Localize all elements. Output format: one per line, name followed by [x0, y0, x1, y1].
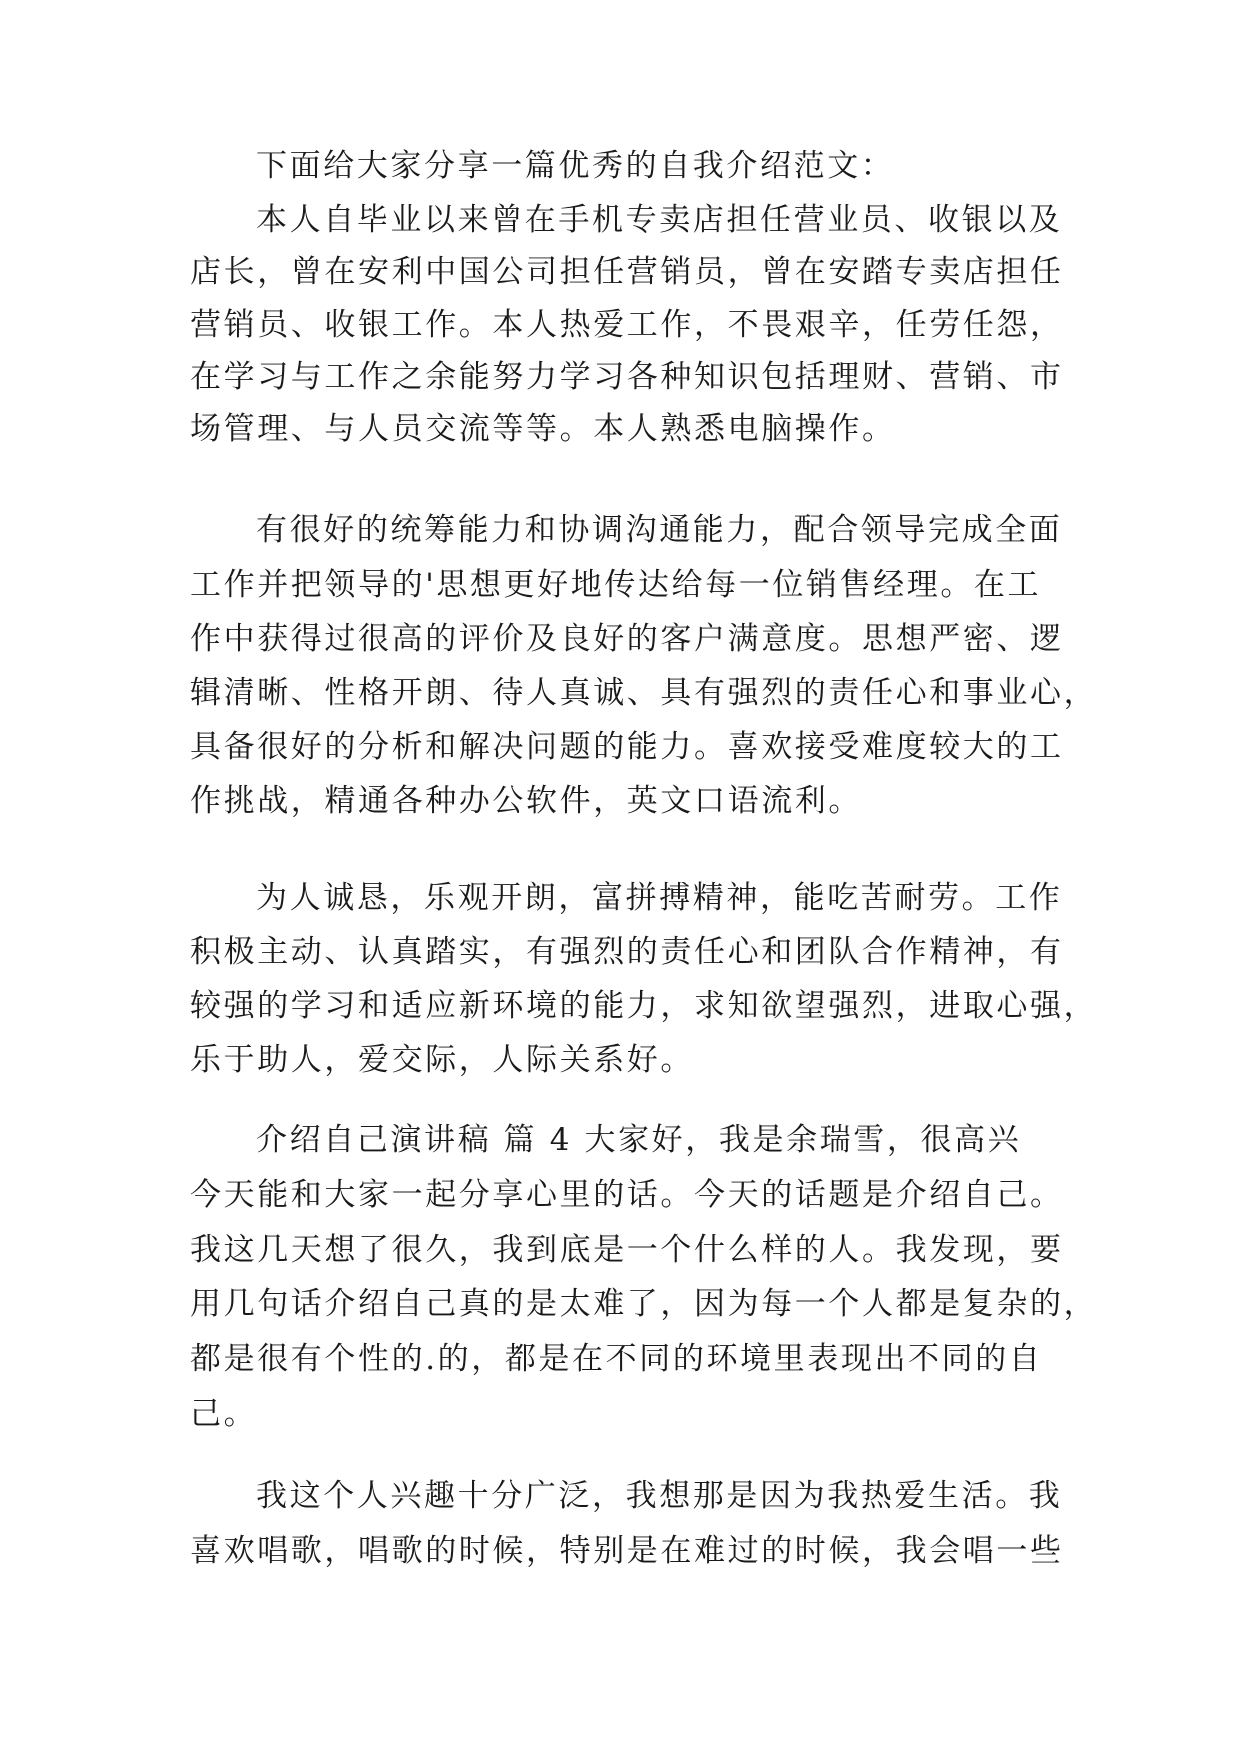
paragraph-line: 为人诚恳，乐观开朗，富拼搏精神，能吃苦耐劳。工作: [256, 880, 1063, 916]
paragraph-line: 介绍自己演讲稿 篇 4 大家好，我是余瑞雪，很高兴: [256, 1122, 1022, 1158]
paragraph-line: 己。: [190, 1396, 258, 1432]
paragraph-line: 有很好的统筹能力和协调沟通能力，配合领导完成全面: [256, 512, 1063, 548]
paragraph-line: 店长，曾在安利中国公司担任营销员，曾在安踏专卖店担任: [190, 254, 1064, 290]
paragraph-line: 作挑战，精通各种办公软件，英文口语流利。: [190, 783, 862, 819]
paragraph-line: 营销员、收银工作。本人热爱工作，不畏艰辛，任劳任怨，: [190, 307, 1064, 343]
paragraph-line: 喜欢唱歌，唱歌的时候，特别是在难过的时候，我会唱一些: [190, 1533, 1064, 1569]
paragraph-line: 乐于助人，爱交际，人际关系好。: [190, 1042, 694, 1078]
paragraph-line: 都是很有个性的.的，都是在不同的环境里表现出不同的自: [190, 1341, 1043, 1377]
paragraph-line: 用几句话介绍自己真的是太难了，因为每一个人都是复杂的，: [190, 1286, 1098, 1322]
paragraph-line: 作中获得过很高的评价及良好的客户满意度。思想严密、逻: [190, 621, 1064, 657]
paragraph-line: 本人自毕业以来曾在手机专卖店担任营业员、收银以及: [256, 202, 1063, 238]
paragraph-line: 积极主动、认真踏实，有强烈的责任心和团队合作精神，有: [190, 934, 1064, 970]
paragraph-line: 我这几天想了很久，我到底是一个什么样的人。我发现，要: [190, 1232, 1064, 1268]
paragraph-line: 在学习与工作之余能努力学习各种知识包括理财、营销、市: [190, 359, 1064, 395]
paragraph-line: 具备很好的分析和解决问题的能力。喜欢接受难度较大的工: [190, 729, 1064, 765]
paragraph-line: 辑清晰、性格开朗、待人真诚、具有强烈的责任心和事业心，: [190, 675, 1098, 711]
paragraph-line: 下面给大家分享一篇优秀的自我介绍范文：: [256, 148, 895, 184]
paragraph-line: 工作并把领导的'思想更好地传达给每一位销售经理。在工: [190, 567, 1042, 603]
paragraph-line: 场管理、与人员交流等等。本人熟悉电脑操作。: [190, 411, 896, 447]
paragraph-line: 今天能和大家一起分享心里的话。今天的话题是介绍自己。: [190, 1177, 1064, 1213]
paragraph-line: 我这个人兴趣十分广泛，我想那是因为我热爱生活。我: [256, 1478, 1063, 1514]
paragraph-line: 较强的学习和适应新环境的能力，求知欲望强烈，进取心强，: [190, 988, 1098, 1024]
